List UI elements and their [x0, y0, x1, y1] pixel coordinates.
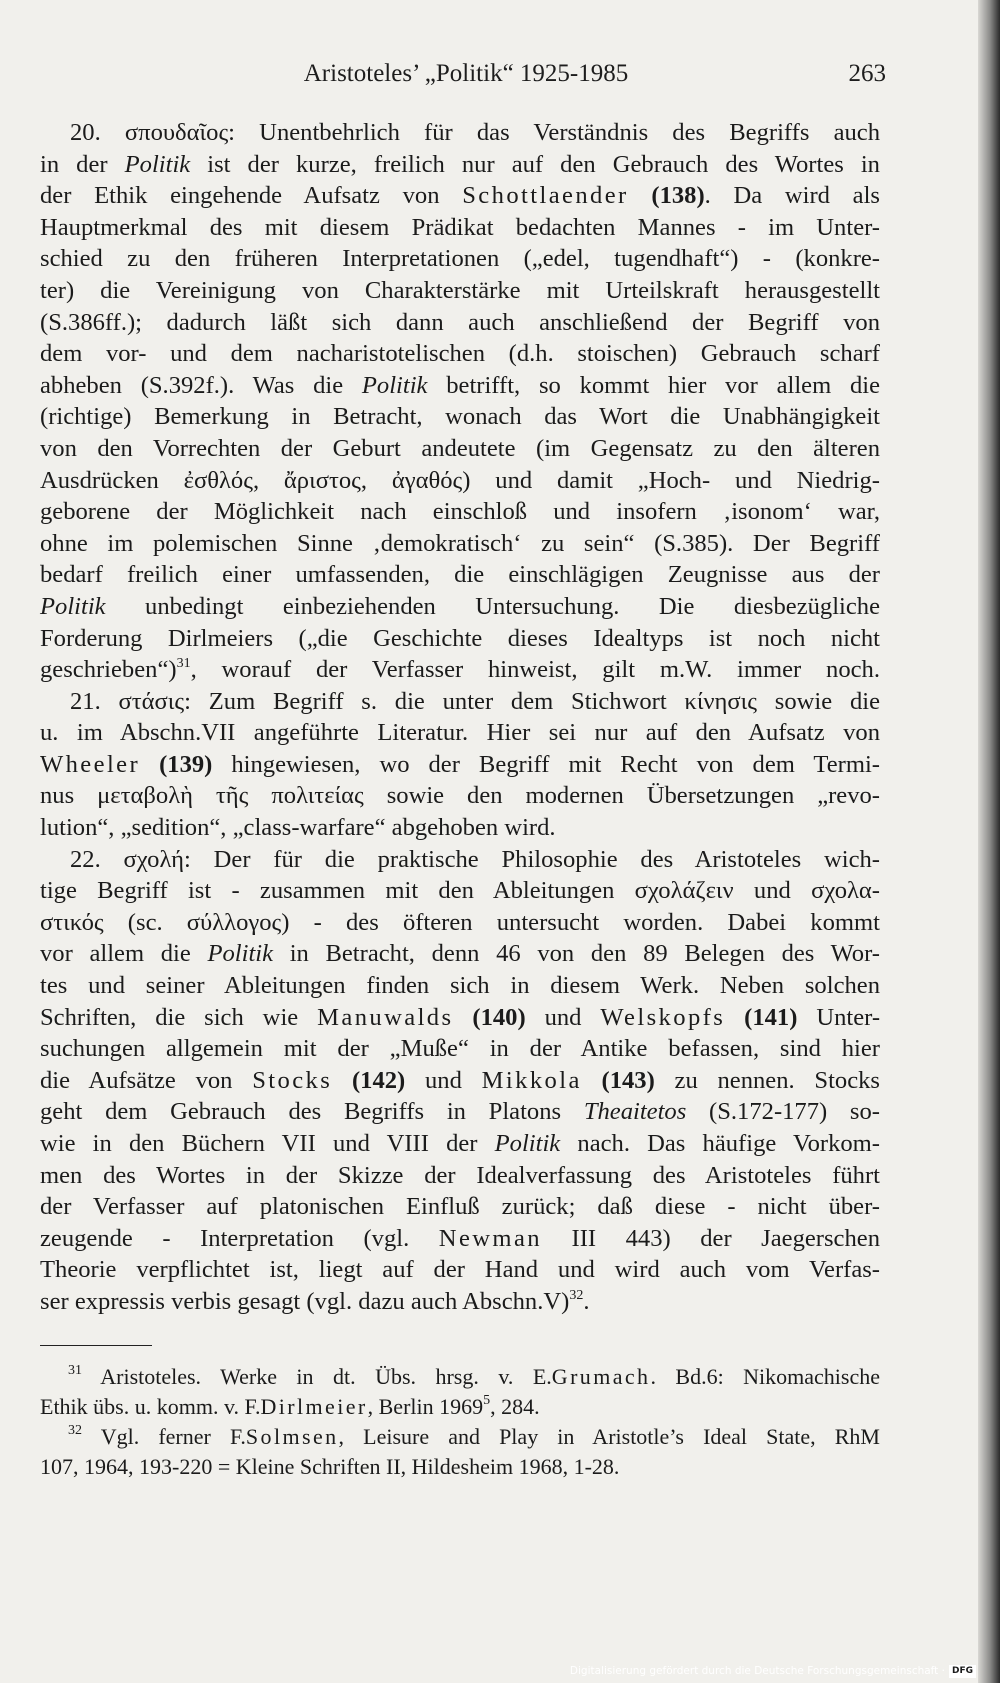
- text-line: ter) die Vereinigung von Charakterstärke mit Urteilskraft herausgestellt: [40, 276, 880, 304]
- text-line: 21. στάσις: Zum Begriff s. die unter dem Stichwort κίνησις sowie die: [70, 687, 880, 715]
- text-line: Theorie verpflichtet ist, liegt auf der Hand und wird auch vom Verfas-: [40, 1256, 880, 1284]
- digitization-note: Digitalisierung gefördert durch die Deutsche Forschungsgemeinschaft ·: [569, 1665, 945, 1677]
- dfg-logo: DFG: [949, 1665, 976, 1678]
- author-name: Solmsen: [245, 1424, 339, 1449]
- text-line: abheben (S.392f.). Was die Politik betrifft, so kommt hier vor allem die: [40, 371, 880, 399]
- text-line: vor allem die Politik in Betracht, denn 46 von den 89 Belegen des Wor-: [40, 940, 880, 968]
- text-line: bedarf freilich einer umfassenden, die einschlägigen Zeugnisse aus der: [40, 561, 880, 589]
- page-gutter-shadow: [978, 0, 1000, 1683]
- digitization-footer: [570, 1661, 976, 1681]
- text-line: tes und seiner Ableitungen finden sich in diesem Werk. Neben solchen: [40, 972, 880, 1000]
- footnote-marker: 31: [176, 656, 191, 672]
- reference-number: (138): [651, 182, 705, 210]
- reference-number: (142): [351, 1066, 406, 1094]
- text-line: Schriften, die sich wie Manuwalds (140) und Welskopfs (141) Unter-: [40, 1003, 881, 1031]
- footnote-line: 107, 1964, 193-220 = Kleine Schriften II, Hildesheim 1968, 1-28.: [40, 1454, 620, 1479]
- main-text: [40, 117, 880, 1318]
- running-title: Aristoteles’ „Politik“ 1925-1985: [303, 60, 629, 87]
- page-header: [46, 56, 886, 92]
- author-name: Welskopfs: [600, 1003, 726, 1031]
- footnotes: [40, 1362, 880, 1482]
- text-line: nus μεταβολὴ τῆς πολιτείας sowie den modernen Übersetzungen „revo-: [40, 782, 880, 810]
- author-name: Mikkola: [481, 1066, 582, 1094]
- text-line: (S.386ff.); dadurch läßt sich dann auch anschließend der Begriff von: [40, 308, 880, 336]
- text-line: ohne im polemischen Sinne ‚demokratisch‘ zu sein“ (S.385). Der Begriff: [40, 529, 880, 557]
- text-line: der Verfasser auf platonischen Einfluß zurück; daß diese - nicht über-: [40, 1193, 880, 1221]
- footnote-number: 31: [68, 1363, 82, 1378]
- text-line: geschrieben“)$^{31}$, worauf der Verfasser hinweist, gilt m.W. immer noch.: [40, 656, 880, 684]
- footnote-line: Ethik übs. u. komm. v. F.Dirlmeier, Berlin 1969$^5$, 284.: [40, 1393, 540, 1419]
- edition-superscript: 5: [483, 1393, 491, 1408]
- text-line: geht dem Gebrauch des Begriffs in Platons Theaitetos (S.172-177) so-: [40, 1098, 880, 1126]
- text-line: die Aufsätze von Stocks (142) und Mikkola (143) zu nennen. Stocks: [40, 1066, 880, 1094]
- reference-number: (143): [601, 1066, 655, 1094]
- footnote-divider: [40, 1345, 152, 1346]
- text-line: dem vor- und dem nacharistotelischen (d.h. stoischen) Gebrauch scharf: [40, 340, 880, 368]
- text-line: Ausdrücken ἐσθλός, ἄριστος, ἀγαθός) und damit „Hoch- und Niedrig-: [40, 466, 880, 494]
- text-line: men des Wortes in der Skizze der Idealverfassung des Aristoteles führt: [40, 1161, 880, 1189]
- author-name: Dirlmeier: [260, 1394, 368, 1419]
- reference-number: (140): [472, 1003, 526, 1031]
- reference-number: (141): [744, 1003, 798, 1031]
- page-number: 263: [848, 60, 886, 87]
- text-line: wie in den Büchern VII und VIII der Politik nach. Das häufige Vorkom-: [40, 1130, 880, 1157]
- reference-number: (139): [159, 750, 213, 778]
- author-name: Wheeler: [40, 750, 141, 778]
- text-line: ser expressis verbis gesagt (vgl. dazu auch Abschn.V)$^{32}$.: [40, 1287, 590, 1315]
- text-line: Hauptmerkmal des mit diesem Prädikat bedachten Mannes - im Unter-: [40, 213, 880, 241]
- author-name: Stocks: [252, 1066, 333, 1094]
- footnote-marker: 32: [569, 1287, 584, 1303]
- text-line: tige Begriff ist - zusammen mit den Ableitungen σχολάζειν und σχολα-: [40, 877, 880, 905]
- text-line: Wheeler (139) hingewiesen, wo der Begriff mit Recht von dem Termi-: [40, 750, 880, 778]
- text-line: zeugende - Interpretation (vgl. Newman III 443) der Jaegerschen: [40, 1224, 880, 1252]
- text-line: u. im Abschn.VII angeführte Literatur. Hier sei nur auf den Aufsatz von: [40, 719, 880, 747]
- footnote-number: 32: [68, 1423, 82, 1438]
- footnote-line: $^{32}$ Vgl. ferner F.Solmsen, Leisure and Play in Aristotle’s Ideal State, RhM: [68, 1423, 880, 1449]
- text-line: der Ethik eingehende Aufsatz von Schottlaender (138). Da wird als: [40, 182, 881, 210]
- text-line: von den Vorrechten der Geburt andeutete (im Gegensatz zu den älteren: [40, 434, 880, 462]
- text-line: schied zu den früheren Interpretationen („edel, tugendhaft“) - (konkre-: [40, 245, 880, 273]
- text-line: στικός (sc. σύλλογος) - des öfteren untersucht worden. Dabei kommt: [40, 908, 880, 936]
- text-line: 20. σπουδαῖος: Unentbehrlich für das Verständnis des Begriffs auch: [70, 119, 880, 146]
- text-line: suchungen allgemein mit der „Muße“ in der Antike befassen, sind hier: [40, 1035, 880, 1063]
- footnote-line: $^{31}$ Aristoteles. Werke in dt. Übs. hrsg. v. E.Grumach. Bd.6: Nikomachische: [68, 1363, 880, 1389]
- text-line: Politik unbedingt einbeziehenden Untersuchung. Die diesbezügliche: [40, 592, 880, 620]
- author-name: Grumach: [551, 1364, 651, 1389]
- text-line: lution“, „sedition“, „class-warfare“ abgehoben wird.: [40, 814, 556, 842]
- author-name: Schottlaender: [462, 182, 629, 210]
- author-name: Newman: [438, 1224, 542, 1252]
- text-line: Forderung Dirlmeiers („die Geschichte dieses Idealtyps ist noch nicht: [40, 624, 880, 652]
- text-line: (richtige) Bemerkung in Betracht, wonach das Wort die Unabhängigkeit: [40, 403, 880, 431]
- text-line: 22. σχολή: Der für die praktische Philosophie des Aristoteles wich-: [70, 845, 880, 873]
- text-line: in der Politik ist der kurze, freilich nur auf den Gebrauch des Wortes in: [40, 150, 880, 178]
- author-name: Manuwalds: [317, 1003, 454, 1031]
- text-line: geborene der Möglichkeit nach einschloß und insofern ‚isonom‘ war,: [40, 498, 880, 526]
